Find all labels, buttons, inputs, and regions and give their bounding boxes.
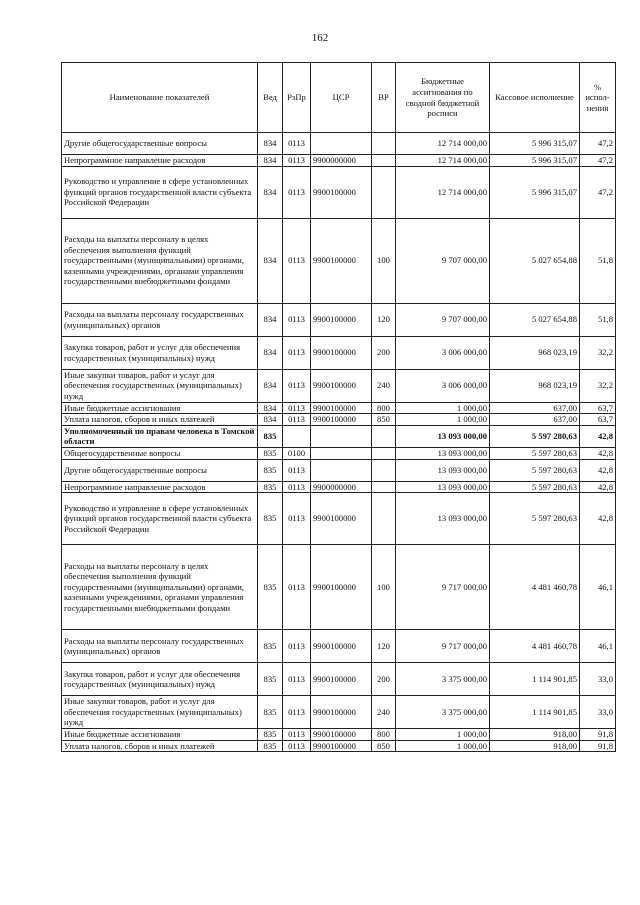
row-ved-cell: 834: [258, 336, 283, 369]
row-rzpr-cell: 0113: [283, 493, 311, 545]
row-pct-cell: 42,8: [580, 425, 616, 447]
row-cash-cell: 4 481 460,78: [490, 630, 580, 663]
row-ved-cell: 835: [258, 447, 283, 459]
table-row: [62, 133, 616, 155]
row-assign-cell: 13 093 000,00: [396, 425, 490, 447]
row-name-cell: Непрограммное направление расходов: [62, 155, 258, 167]
row-csr-cell: 9900100000: [311, 493, 372, 545]
row-assign-cell: 13 093 000,00: [396, 481, 490, 493]
row-assign-cell: 3 006 000,00: [396, 336, 490, 369]
row-cash-cell: 918,00: [490, 729, 580, 741]
row-cash-cell: 5 597 280,63: [490, 447, 580, 459]
row-vr-cell: 100: [372, 545, 396, 630]
row-csr-cell: [311, 459, 372, 481]
table-row: [62, 414, 616, 426]
row-cash-cell: 637,00: [490, 414, 580, 426]
row-name-cell: Непрограммное направление расходов: [62, 481, 258, 493]
row-name-cell: Расходы на выплаты персоналу в целях обеспечения выполнения функций государственными (муниципальными) органами, казенными учреждениями, органами управления государственными внебюджетными фондами: [62, 545, 258, 630]
row-cash-cell: 918,00: [490, 740, 580, 752]
table-row: [62, 447, 616, 459]
row-name-cell: Общегосударственные вопросы: [62, 447, 258, 459]
row-rzpr-cell: 0113: [283, 218, 311, 303]
row-name-cell: Другие общегосударственные вопросы: [62, 459, 258, 481]
row-ved-cell: 835: [258, 740, 283, 752]
row-vr-cell: 200: [372, 663, 396, 696]
row-pct-cell: 42,8: [580, 459, 616, 481]
header-assign: Бюджетные ассигнования по сводной бюджетной росписи: [396, 63, 490, 133]
row-name-cell: Закупка товаров, работ и услуг для обеспечения государственных (муниципальных) нужд: [62, 336, 258, 369]
row-assign-cell: 9 717 000,00: [396, 630, 490, 663]
row-cash-cell: 5 996 315,07: [490, 133, 580, 155]
row-rzpr-cell: 0113: [283, 663, 311, 696]
row-vr-cell: 850: [372, 414, 396, 426]
row-rzpr-cell: 0113: [283, 402, 311, 414]
row-pct-cell: 91,8: [580, 740, 616, 752]
row-ved-cell: 835: [258, 545, 283, 630]
row-name-cell: Иные бюджетные ассигнования: [62, 402, 258, 414]
row-csr-cell: 9900000000: [311, 481, 372, 493]
row-csr-cell: [311, 133, 372, 155]
row-csr-cell: 9900100000: [311, 336, 372, 369]
row-pct-cell: 47,2: [580, 133, 616, 155]
row-rzpr-cell: 0113: [283, 696, 311, 729]
budget-table: [61, 62, 616, 752]
table-row: [62, 303, 616, 336]
row-csr-cell: 9900100000: [311, 369, 372, 402]
header-ved: Вед: [258, 63, 283, 133]
row-name-cell: Иные закупки товаров, работ и услуг для обеспечения государственных (муниципальных) нужд: [62, 696, 258, 729]
row-assign-cell: 9 717 000,00: [396, 545, 490, 630]
row-vr-cell: 120: [372, 630, 396, 663]
row-vr-cell: [372, 459, 396, 481]
row-csr-cell: 9900100000: [311, 740, 372, 752]
row-vr-cell: [372, 493, 396, 545]
row-assign-cell: 1 000,00: [396, 402, 490, 414]
row-cash-cell: 5 597 280,63: [490, 493, 580, 545]
row-pct-cell: 33,0: [580, 696, 616, 729]
row-cash-cell: 1 114 901,85: [490, 696, 580, 729]
row-csr-cell: 9900100000: [311, 696, 372, 729]
row-assign-cell: 13 093 000,00: [396, 447, 490, 459]
row-pct-cell: 42,8: [580, 493, 616, 545]
row-vr-cell: [372, 447, 396, 459]
row-pct-cell: 42,8: [580, 481, 616, 493]
row-rzpr-cell: 0113: [283, 545, 311, 630]
table-row: [62, 155, 616, 167]
row-cash-cell: 5 996 315,07: [490, 155, 580, 167]
row-cash-cell: 5 597 280,63: [490, 481, 580, 493]
row-rzpr-cell: 0113: [283, 481, 311, 493]
table-row: [62, 459, 616, 481]
row-csr-cell: 9900100000: [311, 545, 372, 630]
row-vr-cell: [372, 155, 396, 167]
row-ved-cell: 835: [258, 493, 283, 545]
row-csr-cell: 9900100000: [311, 630, 372, 663]
row-vr-cell: 800: [372, 402, 396, 414]
row-assign-cell: 12 714 000,00: [396, 166, 490, 218]
row-vr-cell: [372, 425, 396, 447]
row-assign-cell: 1 000,00: [396, 414, 490, 426]
row-cash-cell: 5 027 654,88: [490, 303, 580, 336]
row-rzpr-cell: 0100: [283, 447, 311, 459]
row-vr-cell: [372, 481, 396, 493]
row-assign-cell: 9 707 000,00: [396, 218, 490, 303]
row-rzpr-cell: 0113: [283, 630, 311, 663]
table-row: [62, 166, 616, 218]
table-row: [62, 545, 616, 630]
row-assign-cell: 9 707 000,00: [396, 303, 490, 336]
row-csr-cell: 9900100000: [311, 402, 372, 414]
table-row: [62, 481, 616, 493]
row-assign-cell: 12 714 000,00: [396, 155, 490, 167]
row-ved-cell: 834: [258, 369, 283, 402]
row-ved-cell: 834: [258, 133, 283, 155]
row-assign-cell: 1 000,00: [396, 729, 490, 741]
row-ved-cell: 835: [258, 481, 283, 493]
row-csr-cell: 9900100000: [311, 166, 372, 218]
row-assign-cell: 13 093 000,00: [396, 459, 490, 481]
row-rzpr-cell: 0113: [283, 740, 311, 752]
table-row: [62, 336, 616, 369]
row-cash-cell: 5 597 280,63: [490, 459, 580, 481]
row-name-cell: Расходы на выплаты персоналу государственных (муниципальных) органов: [62, 630, 258, 663]
row-rzpr-cell: 0113: [283, 133, 311, 155]
row-cash-cell: 968 023,19: [490, 369, 580, 402]
row-rzpr-cell: 0113: [283, 336, 311, 369]
table-row: [62, 218, 616, 303]
row-vr-cell: 800: [372, 729, 396, 741]
row-name-cell: Уплата налогов, сборов и иных платежей: [62, 414, 258, 426]
table-row: [62, 493, 616, 545]
row-name-cell: Иные закупки товаров, работ и услуг для обеспечения государственных (муниципальных) нужд: [62, 369, 258, 402]
row-rzpr-cell: 0113: [283, 459, 311, 481]
row-pct-cell: 32,2: [580, 369, 616, 402]
row-pct-cell: 42,8: [580, 447, 616, 459]
row-cash-cell: 5 996 315,07: [490, 166, 580, 218]
row-ved-cell: 834: [258, 218, 283, 303]
row-ved-cell: 835: [258, 630, 283, 663]
row-pct-cell: 51,8: [580, 303, 616, 336]
header-vr: ВР: [372, 63, 396, 133]
table-row: [62, 696, 616, 729]
row-name-cell: Руководство и управление в сфере установленных функций органов государственной власти субъекта Российской Федерации: [62, 493, 258, 545]
table-row: [62, 425, 616, 447]
row-csr-cell: 9900100000: [311, 303, 372, 336]
table-row: [62, 402, 616, 414]
row-cash-cell: 1 114 901,85: [490, 663, 580, 696]
row-ved-cell: 835: [258, 663, 283, 696]
row-rzpr-cell: 0113: [283, 155, 311, 167]
row-name-cell: Уплата налогов, сборов и иных платежей: [62, 740, 258, 752]
row-cash-cell: 5 597 280,63: [490, 425, 580, 447]
table-body: [62, 133, 616, 752]
row-ved-cell: 835: [258, 425, 283, 447]
row-csr-cell: 9900000000: [311, 155, 372, 167]
row-rzpr-cell: 0113: [283, 369, 311, 402]
row-vr-cell: 240: [372, 696, 396, 729]
table-row: [62, 740, 616, 752]
row-assign-cell: 13 093 000,00: [396, 493, 490, 545]
row-vr-cell: 850: [372, 740, 396, 752]
row-rzpr-cell: 0113: [283, 729, 311, 741]
header-pct: % испол-нения: [580, 63, 616, 133]
row-cash-cell: 968 023,19: [490, 336, 580, 369]
page-number: 162: [311, 32, 329, 44]
row-ved-cell: 834: [258, 155, 283, 167]
row-pct-cell: 46,1: [580, 630, 616, 663]
row-pct-cell: 46,1: [580, 545, 616, 630]
row-rzpr-cell: 0113: [283, 414, 311, 426]
row-vr-cell: 100: [372, 218, 396, 303]
row-name-cell: Руководство и управление в сфере установленных функций органов государственной власти субъекта Российской Федерации: [62, 166, 258, 218]
row-csr-cell: [311, 447, 372, 459]
row-name-cell: Расходы на выплаты персоналу государственных (муниципальных) органов: [62, 303, 258, 336]
row-pct-cell: 47,2: [580, 166, 616, 218]
row-ved-cell: 834: [258, 303, 283, 336]
row-name-cell: Иные бюджетные ассигнования: [62, 729, 258, 741]
row-name-cell: Другие общегосударственные вопросы: [62, 133, 258, 155]
row-name-cell: Закупка товаров, работ и услуг для обеспечения государственных (муниципальных) нужд: [62, 663, 258, 696]
row-ved-cell: 834: [258, 166, 283, 218]
row-vr-cell: 120: [372, 303, 396, 336]
row-assign-cell: 3 375 000,00: [396, 663, 490, 696]
row-pct-cell: 63,7: [580, 414, 616, 426]
row-pct-cell: 47,2: [580, 155, 616, 167]
row-ved-cell: 834: [258, 402, 283, 414]
row-csr-cell: 9900100000: [311, 414, 372, 426]
row-pct-cell: 91,8: [580, 729, 616, 741]
row-assign-cell: 12 714 000,00: [396, 133, 490, 155]
row-pct-cell: 51,8: [580, 218, 616, 303]
header-csr: ЦСР: [311, 63, 372, 133]
row-vr-cell: 200: [372, 336, 396, 369]
table-row: [62, 369, 616, 402]
row-ved-cell: 835: [258, 459, 283, 481]
table-row: [62, 630, 616, 663]
header-cash: Кассовое исполнение: [490, 63, 580, 133]
row-rzpr-cell: 0113: [283, 303, 311, 336]
row-rzpr-cell: 0113: [283, 166, 311, 218]
row-ved-cell: 834: [258, 414, 283, 426]
row-vr-cell: [372, 133, 396, 155]
row-csr-cell: 9900100000: [311, 663, 372, 696]
row-cash-cell: 5 027 654,88: [490, 218, 580, 303]
row-ved-cell: 835: [258, 696, 283, 729]
row-cash-cell: 4 481 460,78: [490, 545, 580, 630]
table-header-row: [62, 63, 616, 133]
row-vr-cell: 240: [372, 369, 396, 402]
table-row: [62, 729, 616, 741]
table-row: [62, 663, 616, 696]
row-pct-cell: 33,0: [580, 663, 616, 696]
row-csr-cell: 9900100000: [311, 218, 372, 303]
row-csr-cell: 9900100000: [311, 729, 372, 741]
row-assign-cell: 1 000,00: [396, 740, 490, 752]
row-assign-cell: 3 006 000,00: [396, 369, 490, 402]
row-cash-cell: 637,00: [490, 402, 580, 414]
row-name-cell: Уполномоченный по правам человека в Томской области: [62, 425, 258, 447]
row-csr-cell: [311, 425, 372, 447]
row-rzpr-cell: [283, 425, 311, 447]
row-pct-cell: 63,7: [580, 402, 616, 414]
row-ved-cell: 835: [258, 729, 283, 741]
row-assign-cell: 3 375 000,00: [396, 696, 490, 729]
row-pct-cell: 32,2: [580, 336, 616, 369]
row-name-cell: Расходы на выплаты персоналу в целях обеспечения выполнения функций государственными (муниципальными) органами, казенными учреждениями, органами управления государственными внебюджетными фондами: [62, 218, 258, 303]
row-vr-cell: [372, 166, 396, 218]
header-rzpr: РзПр: [283, 63, 311, 133]
header-name: Наименование показателей: [62, 63, 258, 133]
